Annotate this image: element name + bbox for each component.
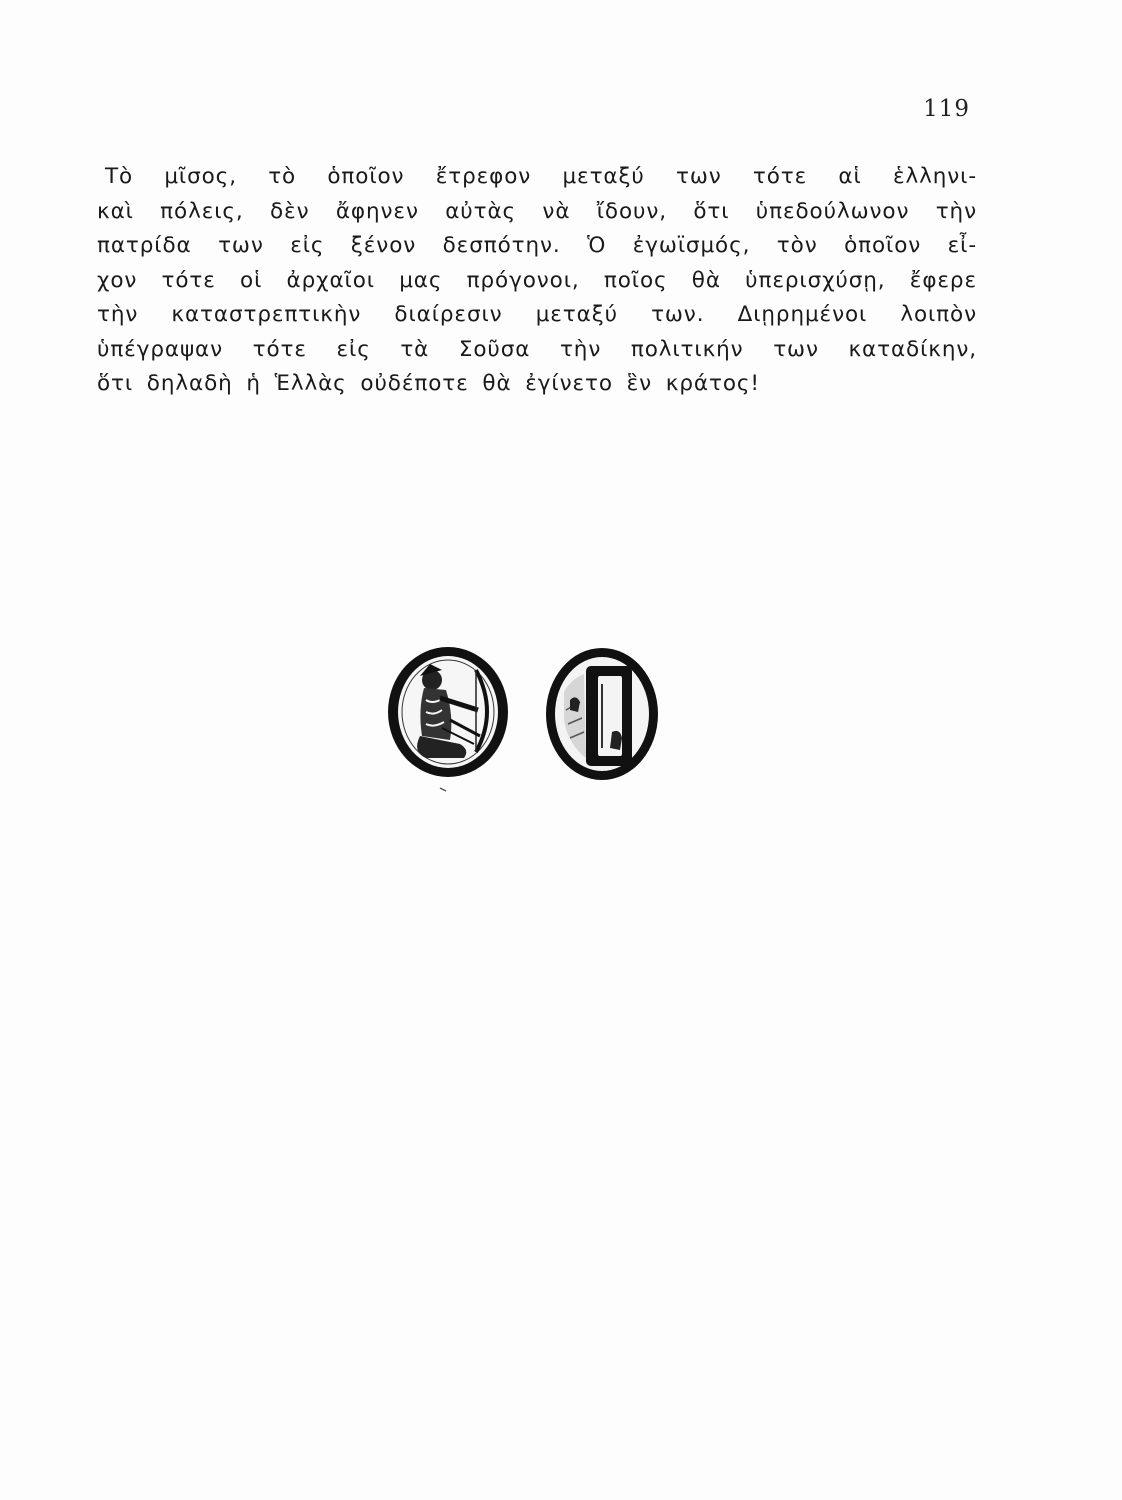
body-paragraph (97, 160, 977, 402)
text-line: καὶ πόλεις, δὲν ἄφηνεν αὐτὰς νὰ ἴδουν, ὅτι ὑπεδούλωνον τὴν (97, 198, 977, 224)
text-line: Τὸ μῖσος, τὸ ὁποῖον ἔτρεφον μεταξύ των τότε αἱ ἑλληνι- (105, 164, 977, 189)
text-line: τὴν καταστρεπτικὴν διαίρεσιν μεταξύ των. Διῃρημένοι λοιπὸν (97, 302, 977, 327)
coin-incuse-icon (546, 648, 658, 780)
text-line: πατρίδα των εἰς ξένον δεσπότην. Ὁ ἐγωϊσμός, τὸν ὁποῖον εἶ- (97, 233, 977, 258)
coin-illustration (380, 640, 680, 810)
text-line: ὅτι δηλαδὴ ἡ Ἑλλὰς οὐδέποτε θὰ ἐγίνετο ἓν κράτος! (97, 371, 760, 396)
coin-archer-icon (388, 647, 508, 791)
page-number: 119 (923, 96, 970, 122)
text-line: ὑπέγραψαν τότε εἰς τὰ Σοῦσα τὴν πολιτικήν των καταδίκην, (97, 336, 977, 362)
text-line: χον τότε οἱ ἀρχαῖοι μας πρόγονοι, ποῖος θὰ ὑπερισχύσῃ, ἔφερε (97, 267, 977, 293)
